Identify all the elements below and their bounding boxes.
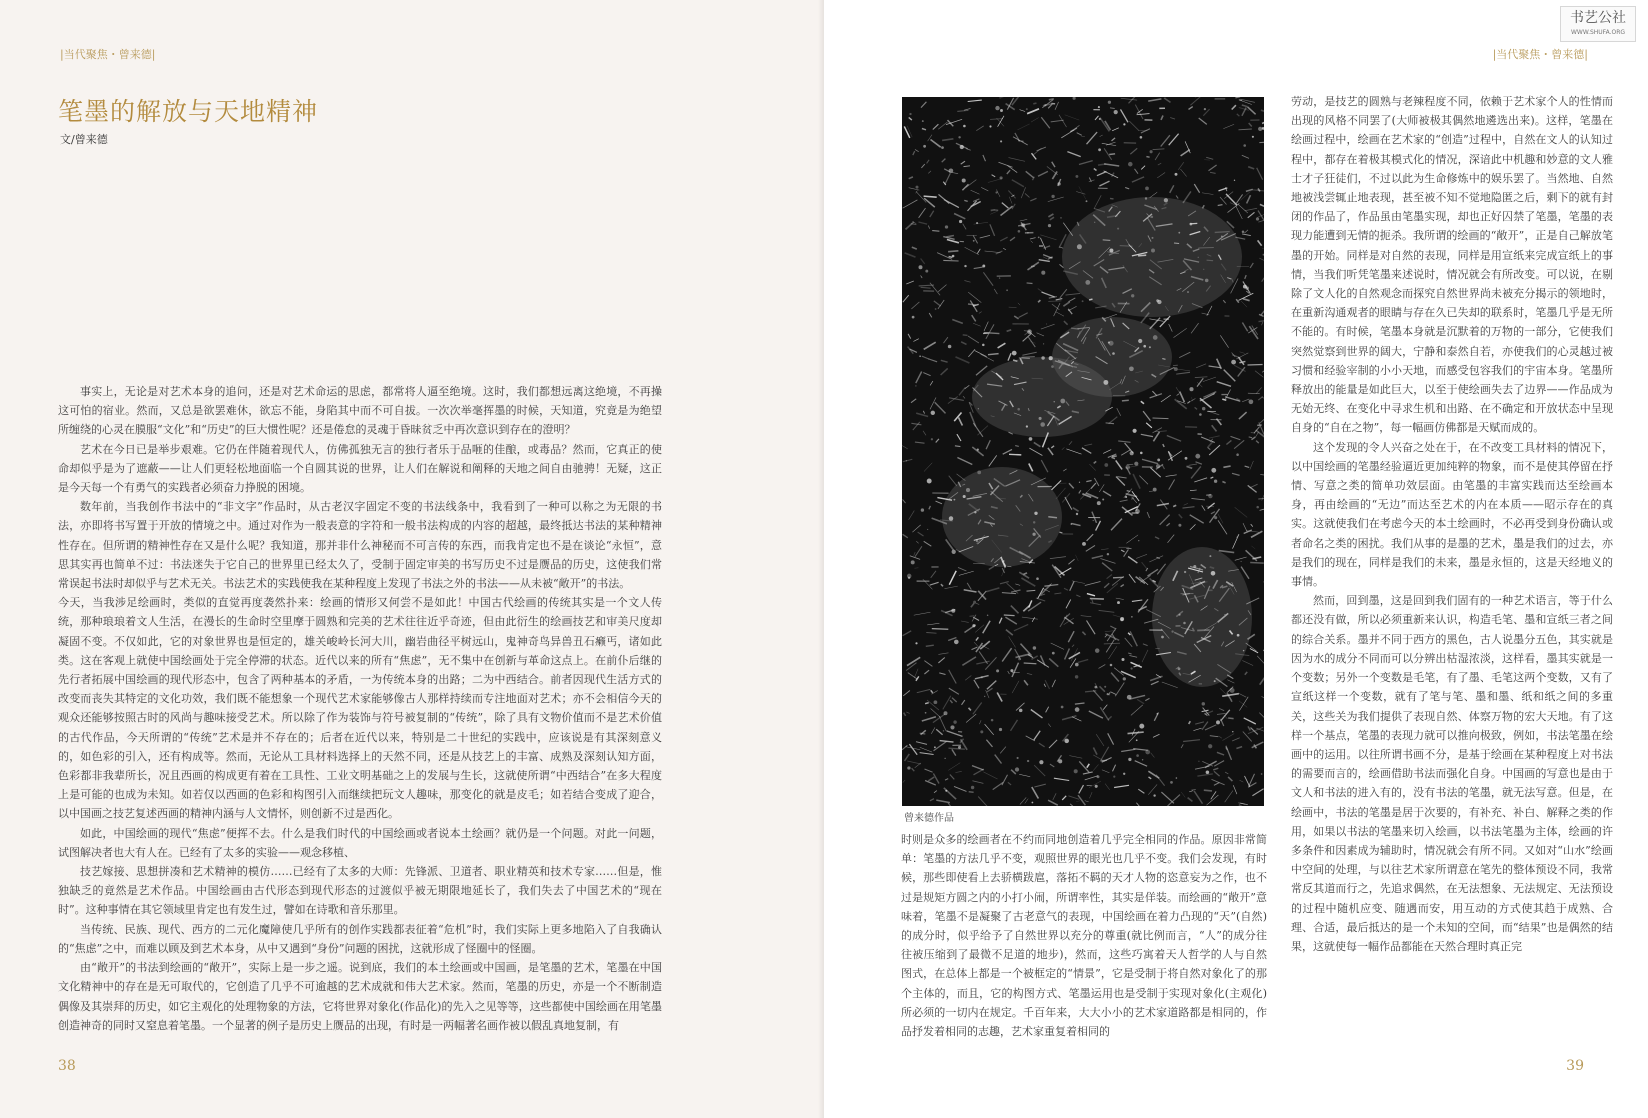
article-title: 笔墨的解放与天地精神: [58, 97, 319, 126]
logo-url: WWW.SHUFA.ORG: [1570, 29, 1626, 36]
paragraph: 数年前，当我创作书法中的“非文字”作品时，从古老汉字固定不变的书法线条中，我看到了一种可以称之为无限的书法，亦即将书写置于开放的情境之中。通过对作为一般表意的字符和一般书法构成的内容的超越，最终抵达书法的某种精神性存在。但所谓的精神性存在又是什么呢？我知道，那并非什么神秘而不可言传的东西，而我肯定也不是在谈论“永恒”，意思其实再也简单不过：书法迷失于它自己的世界里已经太久了，受制于固定审美的书写历史不过是赝品的历史，这使我们常常误起书法时却似乎与艺术无关。书法艺术的实践使我在某种程度上发现了书法之外的书法——从未被“敞开”的书法。: [58, 500, 662, 591]
middle-body-text: [901, 830, 1267, 1041]
paragraph: 今天，当我涉足绘画时，类似的直觉再度袭然扑来：绘画的情形又何尝不是如此！中国古代绘画的传统其实是一个文人传统，那种琅琅着文人生活，在漫长的生命时空里摩于圆熟和完美的艺术往往近乎奇迹，但由此衍生的绘画技艺和审美尺度却凝固不变。不仅如此，它的对象世界也是恒定的，雄关峻岭长河大川，幽岩曲径平树远山，鬼神奇鸟异兽丑石癞丐，诸如此类。这在客观上就使中国绘画处于完全停滞的状态。近代以来的所有“焦虑”，无不集中在创新与革命这点上。在前仆后继的先行者拓展中国绘画的现代形态中，包含了两种基本的矛盾，一为传统本身的出路；二为中西结合。前者因现代生活方式的改变而丧失其特定的文化功效，我们既不能想象一个现代艺术家能够像古人那样持续而专注地面对艺术；亦不会相信今天的观众还能够按照古时的风尚与趣味接受艺术。所以除了作为装饰与符号被复制的“传统”，除了具有文物价值而不是艺术价值的古代作品，今天所谓的“传统”艺术是并不存在的；后者在近代以来，特别是二十世纪的实践中，应该说是有其深刻意义的，如色彩的引入，还有构成等。然而，无论从工具材料选择上的天然不同，还是从技艺上的丰富、成熟及深刻认知方面，色彩都非我辈所长，况且西画的构成更有着在工具性、工业文明基础之上的发展与生长，这就使所谓“中西结合”在多大程度上是可能的也成为未知。如若仅以西画的色彩和构图引入而继续把玩文人趣味，那变化的就是皮毛；如若结合变成了迎合，以中国画之技艺复述西画的精神内涵与人文情怀，则创新不过是西化。: [58, 596, 662, 821]
paragraph: 艺术在今日已是举步艰难。它仍在伴随着现代人，仿佛孤独无言的独行者乐于品咂的佳酿，或毒品？然而，它真正的使命却似乎是为了遮蔽——让人们更轻松地面临一个自圆其说的世界，让人们在解说和阐释的天地之间自由驰骋！无疑，这正是今天每一个有勇气的实践者必须奋力挣脱的困境。: [58, 442, 662, 495]
paragraph: 事实上，无论是对艺术本身的追问，还是对艺术命运的思虑，都常将人逼至绝境。这时，我们都想远离这绝境，不再操这可怕的宿业。然而，又总是欲罢难休，欲忘不能，身陷其中而不可自拔。一次次举毫挥墨的时候，天知道，究竟是为绝望所缠绕的心灵在膜服“文化”和“历史”的巨大惯性呢？还是倦怠的灵魂于昏昧贫乏中再次意识到存在的澄明？: [58, 385, 662, 437]
paragraph: 当传统、民族、现代、西方的二元化魔障使几乎所有的创作实践都表征着“危机”时，我们实际上更多地陷入了自我确认的“焦虑”之中，而难以顾及到艺术本身，从中又遇到“身份”问题的困扰，这就形成了怪圈中的怪圈。: [58, 922, 662, 955]
paragraph: 技艺嫁接、思想拼凑和艺术精神的模仿……已经有了太多的大师：先锋派、卫道者、职业精英和技术专家……但是，惟独缺乏的竟然是艺术作品。中国绘画由古代形态到现代形态的过渡似乎被无期限地延长了，我们失去了中国艺术的“现在时”。这种事情在其它领域里肯定也有发生过，譬如在诗歌和音乐那里。: [58, 865, 662, 917]
ink-painting-image: [902, 97, 1264, 806]
image-caption: 曾来德作品: [904, 813, 954, 824]
section-tag: |当代聚焦・曾来德|: [60, 48, 156, 61]
section-tag: |当代聚焦・曾来德|: [1492, 48, 1588, 61]
paragraph: 劳动，是技艺的圆熟与老辣程度不同，依赖于艺术家个人的性情而出现的风格不同罢了(大师被极其偶然地遴选出来)。这样，笔墨在绘画过程中，绘画在艺术家的“创造”过程中，自然在文人的认知过程中，都存在着极其模式化的情况，深谙此中机趣和妙意的文人雅士才子狂徒们，不过以此为生命修炼中的娱乐罢了。当然地、自然地被浅尝辄止地表现，甚至被不知不觉地隐匿之后，剩下的就有封闭的作品了，作品虽由笔墨实现，却也正好囚禁了笔墨，笔墨的表现力能遭到无情的扼杀。我所谓的绘画的“敞开”，正是自己解放笔墨的开始。同样是对自然的表现，同样是用宣纸来完成宣纸上的事情，当我们听凭笔墨来述说时，情况就会有所改变。可以说，在剔除了文人化的自然观念而探究自然世界尚未被充分揭示的领地时，在重新沟通观者的眼睛与存在久已失却的联系时，笔墨几乎是无所不能的。有时候，笔墨本身就是沉默着的万物的一部分，它使我们突然觉察到世界的阔大，宁静和泰然自若，亦使我们的心灵越过被习惯和经验宰制的小小天地，而感受包容我们的宇宙本身。笔墨所释放出的能量是如此巨大，以至于使绘画失去了边界——作品成为无始无终、在变化中寻求生机和出路、在不确定和开放状态中呈现自身的“自在之物”，每一幅画仿佛都是天赋而成的。: [1291, 95, 1613, 435]
ink-painting-texture: [902, 97, 1264, 806]
page-number: 38: [58, 1058, 76, 1074]
page-number: 39: [1566, 1058, 1584, 1074]
right-page: [824, 0, 1648, 1118]
paragraph: 然而，回到墨，这是回到我们固有的一种艺术语言，等于什么都还没有做，所以必须重新来认识，构造毛笔、墨和宣纸三者之间的综合关系。墨并不同于西方的黑色，古人说墨分五色，其实就是因为水的成分不同而可以分辨出枯湿浓淡，这样看，墨其实就是一个变数；另外一个变数是毛笔，有了墨、毛笔这两个变数，又有了宣纸这样一个变数，就有了笔与笔、墨和墨、纸和纸之间的多重关，这些关为我们提供了表现自然、体察万物的宏大天地。有了这样一个基点，笔墨的表现力就可以推向极致，例如，书法笔墨在绘画中的运用。以往所谓书画不分，是基于绘画在某种程度上对书法的需要而言的，绘画借助书法而强化自身。中国画的写意也是由于文人和书法的进入有的，没有书法的笔墨，就无法写意。但是，在绘画中，书法的笔墨是居于次要的，有补充、补白、解释之类的作用，如果以书法的笔墨来切入绘画，以书法笔墨为主体，绘画的许多条件和因素成为辅助时，情况就会有所不同。又如对“山水”绘画中空间的处理，与以往艺术家所谓意在笔先的整体预设不同，我常常反其道而行之，先追求偶然，在无法想象、无法规定、无法预设的过程中随机应变、随遇而安，用互动的方式使其趋于成熟、合理、合适，最后抵达的是一个未知的空间，而“结果”也是偶然的结果，这就使每一幅作品都能在天然合理时真正完: [1291, 594, 1613, 953]
logo-mark: 书艺公社: [1570, 10, 1626, 26]
paragraph: 如此，中国绘画的现代“焦虑”便挥不去。什么是我们时代的中国绘画或者说本土绘画？就仍是一个问题。对此一问题，试图解决者也大有人在。已经有了太多的实验——观念移植、: [58, 826, 662, 859]
paragraph: 时则是众多的绘画者在不约而同地创造着几乎完全相同的作品。原因非常简单：笔墨的方法几乎不变，观照世界的眼光也几乎不变。我们会发现，有时候，那些即使看上去骄横跋扈，落拓不羁的天才人物的恣意妄为之作，也不过是规矩方圆之内的小打小闹，所谓率性，其实是佯装。而绘画的“敞开”意味着，笔墨不是凝聚了古老意气的表现，中国绘画在着力凸现的“天”(自然)的成分时，似乎给予了自然世界以充分的尊重(就比例而言，“人”的成分往往被压缩到了最微不足道的地步)，然而，这些巧寓着天人哲学的人与自然图式，在总体上都是一个被框定的“情景”，它是受制于将自然对象化了的那个主体的，而且，它的构图方式、笔墨运用也是受制于实现对象化(主观化)所必须的一切内在规定。千百年来，大大小小的艺术家道路都是相同的，作品抒发着相同的志趣，艺术家重复着相同的: [901, 833, 1267, 1039]
paragraph: 这个发现的令人兴奋之处在于，在不改变工具材料的情况下，以中国绘画的笔墨经验逼近更加纯粹的物象，而不是使其停留在抒情、写意之类的简单功效层面。由笔墨的丰富实践而达至绘画本身，再由绘画的“无边”而达至艺术的内在本质——昭示存在的真实。这就使我们在考虑今天的本土绘画时，不必再受到身份确认或者命名之类的困扰。我们从事的是墨的艺术，墨是我们的过去，亦是我们的现在，同样是我们的未来，墨是永恒的，这是天经地义的事情。: [1291, 440, 1613, 589]
author-byline: 文/曾来德: [60, 133, 108, 146]
site-logo: [1560, 6, 1636, 42]
right-body-text: [1291, 92, 1613, 956]
left-body-text: [58, 382, 662, 1035]
paragraph: 由“敞开”的书法到绘画的“敞开”，实际上是一步之遥。说到底，我们的本土绘画或中国画，是笔墨的艺术，笔墨在中国文化精神中的存在是无可取代的，它创造了几乎不可逾越的艺术成就和伟大艺术家。然而，笔墨的历史，亦是一个不断制造偶像及其崇拜的历史，如它主观化的处理物象的方法，它将世界对象化(作品化)的先入之见等等，这些都使中国绘画在用笔墨创造神奇的同时又窒息着笔墨。一个显著的例子是历史上赝品的出现，有时是一两幅著名画作被以假乱真地复制，有: [58, 961, 662, 1032]
